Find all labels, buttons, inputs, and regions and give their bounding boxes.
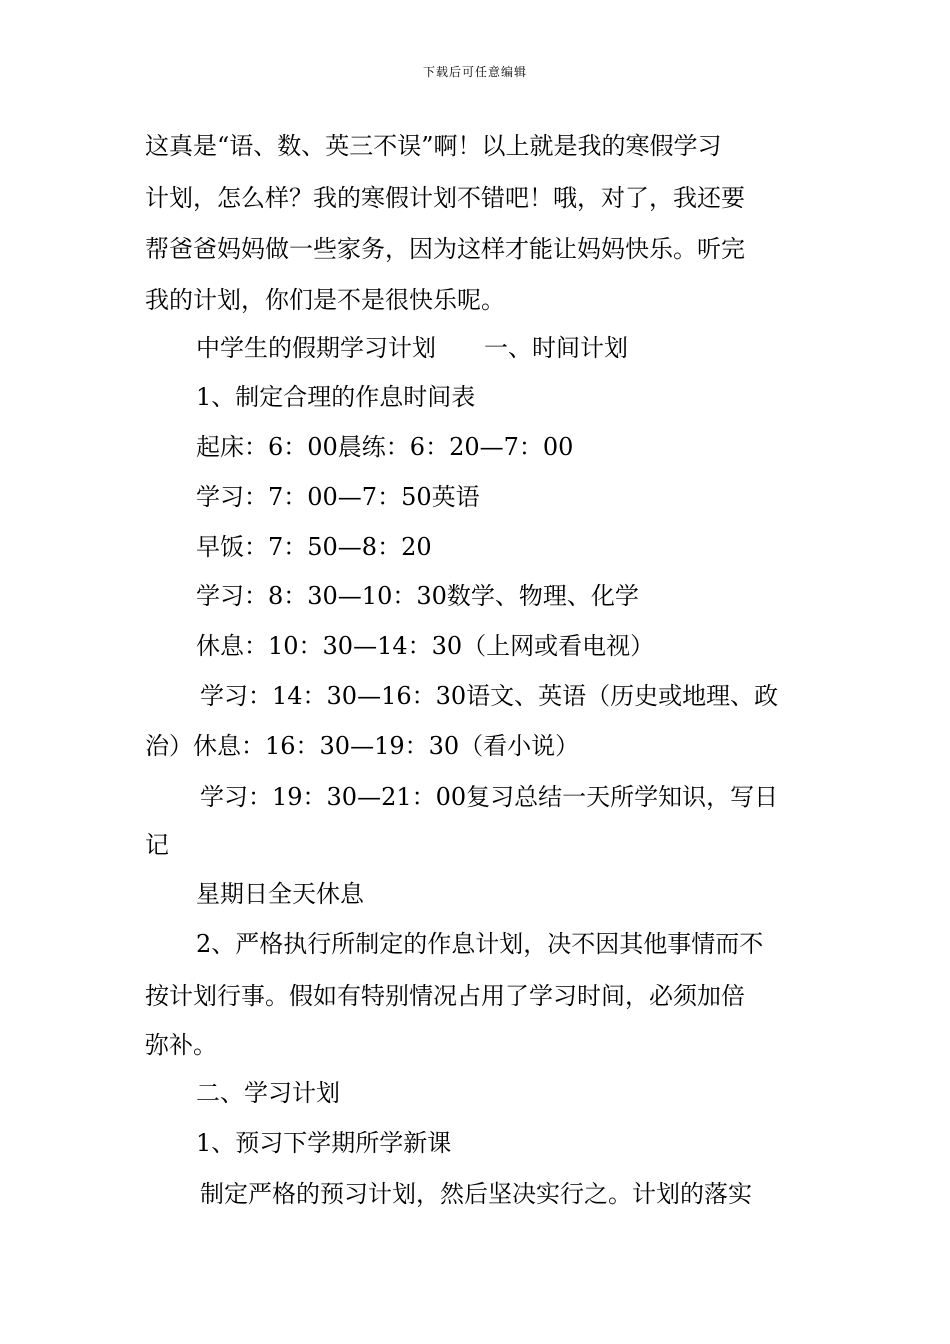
paragraph-line: 这真是“语、数、英三不误”啊！以上就是我的寒假学习	[145, 132, 722, 160]
list-item: 1、预习下学期所学新课	[196, 1129, 452, 1157]
list-item: 1、制定合理的作息时间表	[196, 383, 476, 411]
paragraph-line: 帮爸爸妈妈做一些家务，因为这样才能让妈妈快乐。听完	[145, 235, 745, 263]
section-title: 中学生的假期学习计划 一、时间计划	[196, 334, 628, 362]
page-header-note: 下载后可任意编辑	[422, 65, 527, 79]
schedule-line: 学习：8：30—10：30数学、物理、化学	[196, 582, 639, 610]
paragraph-line: 计划，怎么样？我的寒假计划不错吧！哦，对了，我还要	[145, 184, 745, 212]
paragraph-line: 制定严格的预习计划，然后坚决实行之。计划的落实	[200, 1180, 752, 1208]
paragraph-line: 按计划行事。假如有特别情况占用了学习时间，必须加倍	[145, 982, 745, 1010]
schedule-line: 治）休息：16：30—19：30（看小说）	[145, 732, 580, 760]
schedule-line: 记	[145, 831, 169, 859]
paragraph-line: 弥补。	[145, 1031, 217, 1059]
schedule-line: 起床：6：00晨练：6：20—7：00	[196, 433, 574, 461]
schedule-line: 星期日全天休息	[196, 880, 364, 908]
section-title: 二、学习计划	[196, 1079, 340, 1107]
schedule-line: 休息：10：30—14：30（上网或看电视）	[196, 632, 655, 660]
schedule-line: 学习：7：00—7：50英语	[196, 483, 480, 511]
schedule-line: 早饭：7：50—8：20	[196, 533, 432, 561]
schedule-line: 学习：14：30—16：30语文、英语（历史或地理、政	[200, 682, 779, 710]
paragraph-line: 我的计划，你们是不是很快乐呢。	[145, 286, 505, 314]
schedule-line: 学习：19：30—21：00复习总结一天所学知识，写日	[200, 783, 779, 811]
paragraph-line: 2、严格执行所制定的作息计划，决不因其他事情而不	[196, 930, 764, 958]
